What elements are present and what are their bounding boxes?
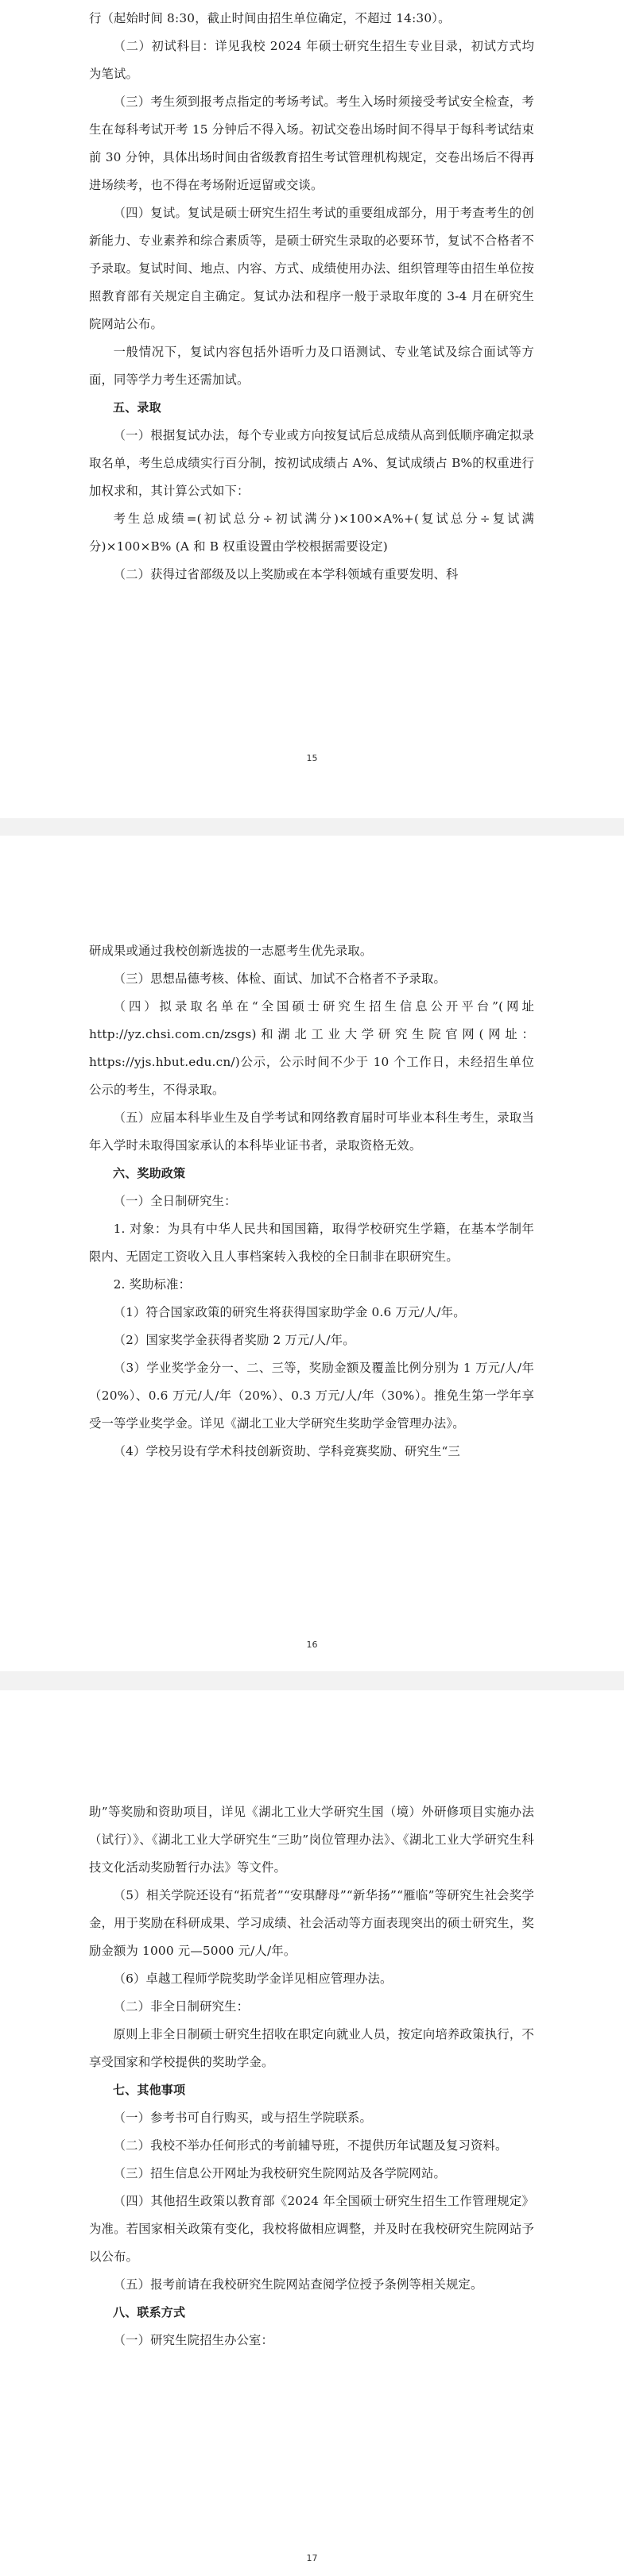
paragraph: （五）应届本科毕业生及自学考试和网络教育届时可毕业本科生考生，录取当年入学时未取得国家承认的本科毕业证书者，录取资格无效。 <box>89 1110 534 1153</box>
section-heading: 六、奖助政策 <box>113 1166 186 1180</box>
section-heading: 七、其他事项 <box>113 2083 186 2097</box>
paragraph: （四）其他招生政策以教育部《2024 年全国硕士研究生招生工作管理规定》为准。若国家相关政策有变化，我校将做相应调整，并及时在我校研究生院网站予以公布。 <box>89 2194 534 2264</box>
paragraph: （一）研究生院招生办公室： <box>113 2333 274 2347</box>
page-body <box>89 5 534 589</box>
paragraph: （3）学业奖学金分一、二、三等，奖励金额及覆盖比例分别为 1 万元/人/年（20%）、0.6 万元/人/年（20%）、0.3 万元/人/年（30%）。推免生第一学年享受一等学业奖学金。详见《湖北工业大学研究生奖助学金管理办法》。 <box>89 1361 534 1431</box>
formula-paragraph: 考生总成绩=(初试总分÷初试满分)×100×A%+(复试总分÷复试满分)×100×B% (A 和 B 权重设置由学校根据需要设定) <box>89 512 534 554</box>
paragraph: 原则上非全日制硕士研究生招收在职定向就业人员，按定向培养政策执行，不享受国家和学校提供的奖助学金。 <box>89 2027 534 2069</box>
paragraph: （6）卓越工程师学院奖助学金详见相应管理办法。 <box>113 1972 393 1986</box>
section-heading: 八、联系方式 <box>113 2305 186 2319</box>
paragraph: 助”等奖励和资助项目，详见《湖北工业大学研究生国（境）外研修项目实施办法（试行）》、《湖北工业大学研究生“三助”岗位管理办法》、《湖北工业大学研究生科技文化活动奖励暂行办法》等文件。 <box>89 1805 534 1875</box>
document-page-17 <box>0 1690 624 2576</box>
paragraph: （1）符合国家政策的研究生将获得国家助学金 0.6 万元/人/年。 <box>113 1305 466 1319</box>
paragraph: 1. 对象：为具有中华人民共和国国籍，取得学校研究生学籍，在基本学制年限内、无固定工资收入且人事档案转入我校的全日制非在职研究生。 <box>89 1222 534 1264</box>
paragraph: （二）初试科目：详见我校 2024 年硕士研究生招生专业目录，初试方式均为笔试。 <box>89 39 534 81</box>
paragraph: （一）全日制研究生： <box>113 1194 237 1208</box>
paragraph: 一般情况下，复试内容包括外语听力及口语测试、专业笔试及综合面试等方面，同等学力考生还需加试。 <box>89 345 534 387</box>
paragraph: 行（起始时间 8:30，截止时间由招生单位确定，不超过 14:30）。 <box>89 11 451 25</box>
paragraph: （一）参考书可自行购买，或与招生学院联系。 <box>113 2111 373 2125</box>
page-body <box>89 937 534 1466</box>
paragraph: （三）思想品德考核、体检、面试、加试不合格者不予录取。 <box>113 971 447 986</box>
paragraph: （4）学校另设有学术科技创新资助、学科竞赛奖励、研究生“三 <box>113 1444 460 1458</box>
section-heading: 五、录取 <box>113 400 161 415</box>
paragraph: 研成果或通过我校创新选拔的一志愿考生优先录取。 <box>89 944 373 958</box>
paragraph: 2. 奖助标准： <box>113 1277 192 1292</box>
paragraph: （五）报考前请在我校研究生院网站查阅学位授予条例等相关规定。 <box>113 2277 483 2292</box>
paragraph: （二）获得过省部级及以上奖励或在本学科领域有重要发明、科 <box>113 567 459 581</box>
paragraph: （一）根据复试办法，每个专业或方向按复试后总成绩从高到低顺序确定拟录取名单，考生总成绩实行百分制，按初试成绩占 A%、复试成绩占 B%的权重进行加权求和，其计算公式如下： <box>89 428 534 498</box>
paragraph: （5）相关学院还设有“拓荒者”“安琪酵母”“新华扬”“雁临”等研究生社会奖学金，用于奖励在科研成果、学习成绩、社会活动等方面表现突出的硕士研究生，奖励金额为 1000 元—5000 元/人/年。 <box>89 1888 534 1958</box>
paragraph: （2）国家奖学金获得者奖励 2 万元/人/年。 <box>113 1333 355 1347</box>
paragraph: （四）复试。复试是硕士研究生招生考试的重要组成部分，用于考查考生的创新能力、专业素养和综合素质等，是硕士研究生录取的必要环节，复试不合格者不予录取。复试时间、地点、内容、方式、成绩使用办法、组织管理等由招生单位按照教育部有关规定自主确定。复试办法和程序一般于录取年度的 3-4 月在研究生院网站公布。 <box>89 206 534 331</box>
page-number: 16 <box>306 1639 318 1650</box>
paragraph: （二）非全日制研究生： <box>113 1999 250 2014</box>
paragraph: （三）招生信息公开网址为我校研究生院网站及各学院网站。 <box>113 2166 447 2180</box>
page-number: 17 <box>306 2553 318 2563</box>
page-number: 15 <box>306 753 318 763</box>
document-page-16 <box>0 836 624 1671</box>
paragraph: （三）考生须到报考点指定的考场考试。考生入场时须接受考试安全检查，考生在每科考试开考 15 分钟后不得入场。初试交卷出场时间不得早于每科考试结束前 30 分钟，具体出场时间由省级教育招生考试管理机构规定，交卷出场后不得再进场续考，也不得在考场附近逗留或交谈。 <box>89 95 534 192</box>
paragraph: （二）我校不举办任何形式的考前辅导班，不提供历年试题及复习资料。 <box>113 2138 508 2153</box>
page-body <box>89 1798 534 2354</box>
paragraph: （四）拟录取名单在“全国硕士研究生招生信息公开平台”(网址 http://yz.chsi.com.cn/zsgs)和湖北工业大学研究生院官网(网址：https://yjs.hbut.edu.cn/)公示，公示时间不少于 10 个工作日，未经招生单位公示的考生，不得录取。 <box>89 999 534 1097</box>
document-page-15 <box>0 0 624 818</box>
